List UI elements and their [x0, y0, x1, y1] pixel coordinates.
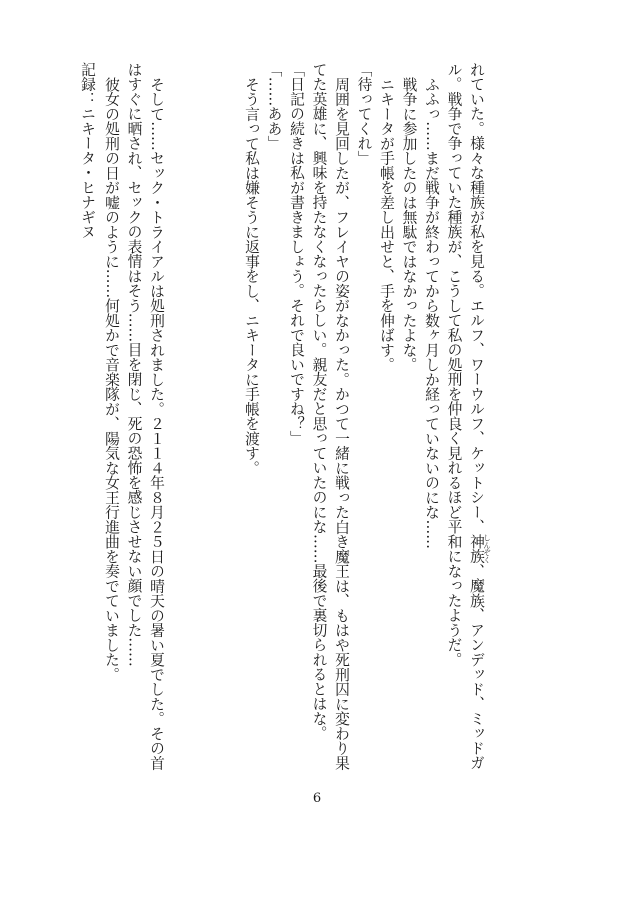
record-signature: 記録：ニキータ・ヒナギヌ	[79, 62, 96, 239]
text-line-8: てた英雄に、興味を持たなくなったらしい。親友だと思っていたのにな……最後で裏切られるとはな。	[310, 62, 328, 741]
ruby-annotation: しんぞく	[483, 534, 492, 564]
text-line-7: 周囲を見回したが、フレイヤの姿がなかった。かつて一緒に戦った白き魔王は、もはや死刑囚に変わり果	[333, 76, 350, 770]
epilogue-line-2: はすぐに晒され、セックの表情はそう……目を閉じ、死の恐怖を感じさせない顔でした……	[125, 62, 143, 667]
epilogue-line-1: そして……セック・トライアルは処刑されました。２１１４年８月２５日の晴天の暑い夏でした。その首	[148, 76, 165, 770]
epilogue-line-3: 彼女の処刑の日が嘘のように……何処かで音楽隊が、陽気な女王行進曲を奏でていました。	[103, 76, 120, 682]
text-line-9: 「日記の続きは私が書きましょう。それで良いですね？」	[288, 62, 305, 446]
text-line-5: ニキータが手帳を差し出せと、手を伸ばす。	[378, 76, 395, 372]
text-line-2: ル。戦争で争っていた種族が、こうして私の処刑を仲良く見れるほど平和になったようだ。	[445, 62, 463, 667]
text-line-1	[466, 62, 486, 770]
text-segment: れていた。様々な種族が私を見る。エルフ、ワーウルフ、ケットシー、	[468, 62, 485, 534]
text-line-4: 戦争に参加したのは無駄ではなかったよな。	[400, 76, 418, 372]
page-number: 6	[312, 791, 322, 806]
text-line-10: 「……ああ」	[265, 62, 283, 151]
text-segment: 、魔族、アンデッド、ミッドガ	[468, 563, 485, 770]
text-line-11: そう言って私は嫌そうに返事をし、ニキータに手帳を渡す。	[243, 76, 260, 475]
ruby-base: 神族	[468, 534, 485, 564]
text-line-3: ふふっ……まだ戦争が終わってから数ヶ月しか経っていないのにな……	[423, 76, 440, 549]
text-line-6: 「待ってくれ」	[355, 62, 373, 166]
